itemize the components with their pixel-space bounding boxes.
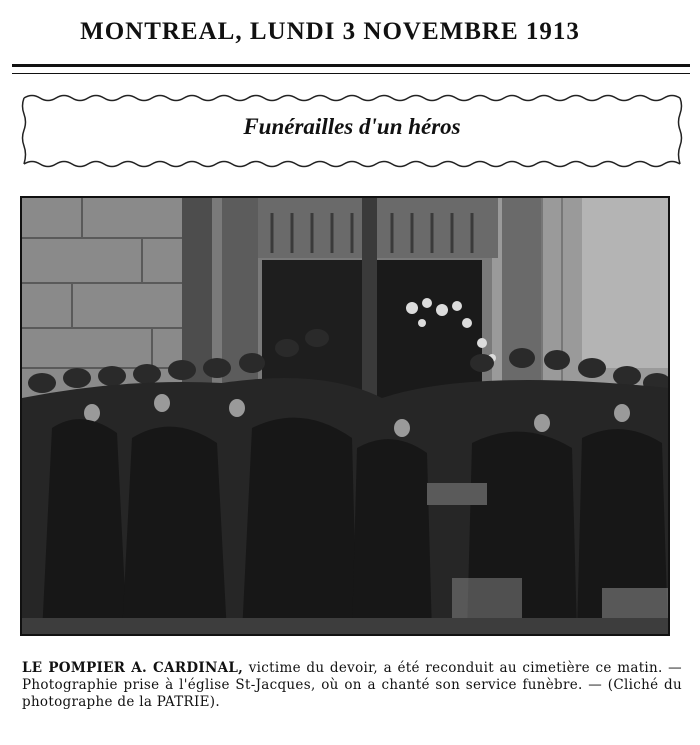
dateline: MONTREAL, LUNDI 3 NOVEMBRE 1913 <box>80 18 580 45</box>
caption-text: victime du devoir, a été reconduit au cimetière ce matin. — Photographie prise à l'église St-Jacques, où on a chanté son service funèbre. — (Cliché du photographe de la PATRIE). <box>22 660 682 710</box>
photo-caption <box>22 660 682 711</box>
caption-lead: LE POMPIER A. CARDINAL, <box>22 660 244 676</box>
headline-box <box>20 92 684 170</box>
top-rule-thin <box>12 73 690 74</box>
news-photo <box>20 196 670 636</box>
top-rule-thick <box>12 64 690 67</box>
headline: Funérailles d'un héros <box>243 114 461 139</box>
funeral-photo-illustration <box>22 198 668 634</box>
